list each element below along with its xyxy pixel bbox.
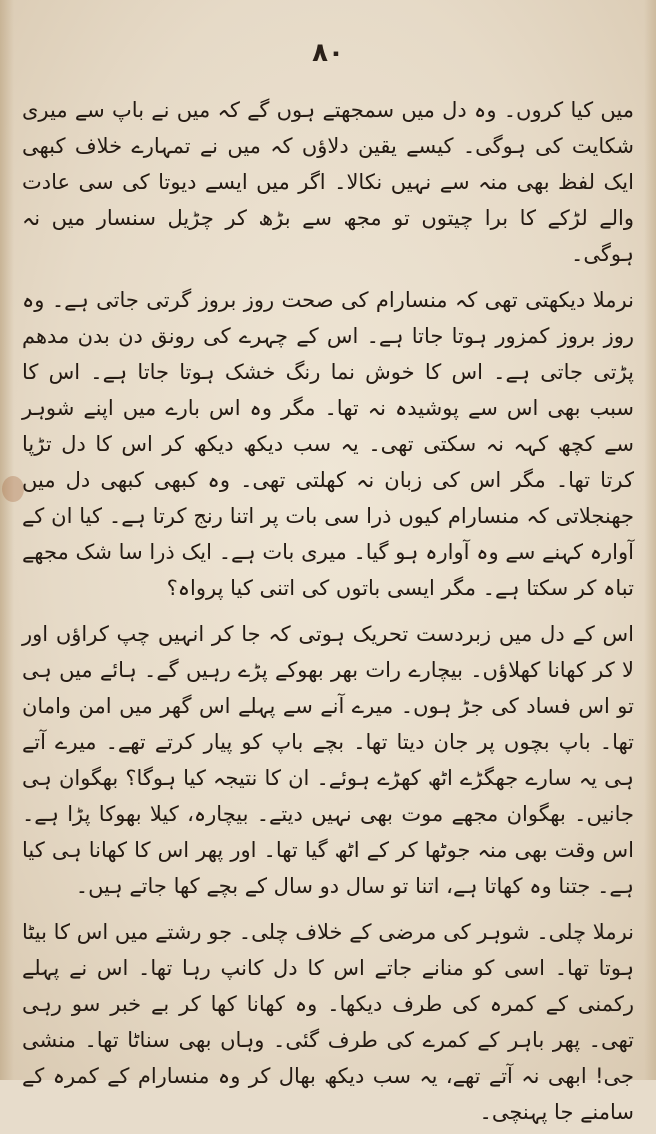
paragraph-3: اس کے دل میں زبردست تحریک ہوتی کہ جا کر انہیں چپ کراؤں اور لا کر کھانا کھلاؤں۔ بیچارے رات بھر بھوکے پڑے رہیں گے۔ ہائے میں ہی تو اس فساد کی جڑ ہوں۔ میرے آنے سے پہلے اس گھر میں امن وامان تھا۔ باپ بچوں پر جان دیتا تھا۔ بچے باپ کو پیار کرتے تھے۔ میرے آتے ہی یہ سارے جھگڑے اٹھ کھڑے ہوئے۔ ان کا نتیجہ کیا ہوگا؟ بھگوان ہی جانیں۔ بھگوان مجھے موت بھی نہیں دیتے۔ بیچارہ، کیلا بھوکا پڑا ہے۔ اس وقت بھی منہ جوٹھا کر کے اٹھ گیا تھا۔ اور پھر اس کا کھانا ہی کیا ہے۔ جتنا وہ کھاتا ہے، اتنا تو سال دو سال کے بچے کھا جاتے ہیں۔ — [22, 622, 634, 898]
paragraph-2: نرملا دیکھتی تھی کہ منسارام کی صحت روز بروز گرتی جاتی ہے۔ وہ روز بروز کمزور ہوتا جاتا ہے۔ اس کے چہرے کی رونق دن بدن مدھم پڑتی جاتی ہے۔ اس کا خوش نما رنگ خشک ہوتا جاتا ہے۔ اس کا سبب بھی اس سے پوشیدہ نہ تھا۔ مگر وہ اس بارے میں اپنے شوہر سے کچھ کہہ نہ سکتی تھی۔ یہ سب دیکھ دیکھ کر اس کا دل تڑپا کرتا تھا۔ مگر اس کی زبان نہ کھلتی تھی۔ وہ کبھی کبھی دل میں جھنجلاتی کہ منسارام کیوں ذرا سی بات پر اتنا رنج کرتا ہے۔ کیا ان کے آوارہ کہنے سے وہ آوارہ ہو گیا۔ میری بات ہے۔ ایک ذرا سا شک مجھے تباہ کر سکتا ہے۔ مگر ایسی باتوں کی اتنی کیا پرواہ؟ — [22, 288, 634, 600]
page-number: ۸۰ — [312, 38, 344, 68]
paper-stain — [2, 476, 24, 502]
page-body-text — [22, 92, 634, 1134]
paragraph-4: نرملا چلی۔ شوہر کی مرضی کے خلاف چلی۔ جو رشتے میں اس کا بیٹا ہوتا تھا۔ اسی کو منانے جاتے اس کا دل کانپ رہا تھا۔ اس نے پہلے رکمنی کے کمرہ کی طرف دیکھا۔ وہ کھانا کھا کر بے خبر سو رہی تھی۔ پھر باہر کے کمرے کی طرف گئی۔ وہاں بھی سناٹا تھا۔ منشی جی! ابھی نہ آتے تھے، یہ سب دیکھ بھال کر وہ منسارام کے کمرہ کے سامنے جا پہنچی۔ — [22, 920, 634, 1124]
paragraph-1: میں کیا کروں۔ وہ دل میں سمجھتے ہوں گے کہ میں نے باپ سے میری شکایت کی ہوگی۔ کیسے یقین دلاؤں کہ میں نے تمہارے خلاف کبھی ایک لفظ بھی منہ سے نہیں نکالا۔ اگر میں ایسے دیوتا کی سی عادت والے لڑکے کا برا چیتوں تو مجھ سے بڑھ کر چڑیل سنسار میں نہ ہوگی۔ — [22, 98, 634, 266]
